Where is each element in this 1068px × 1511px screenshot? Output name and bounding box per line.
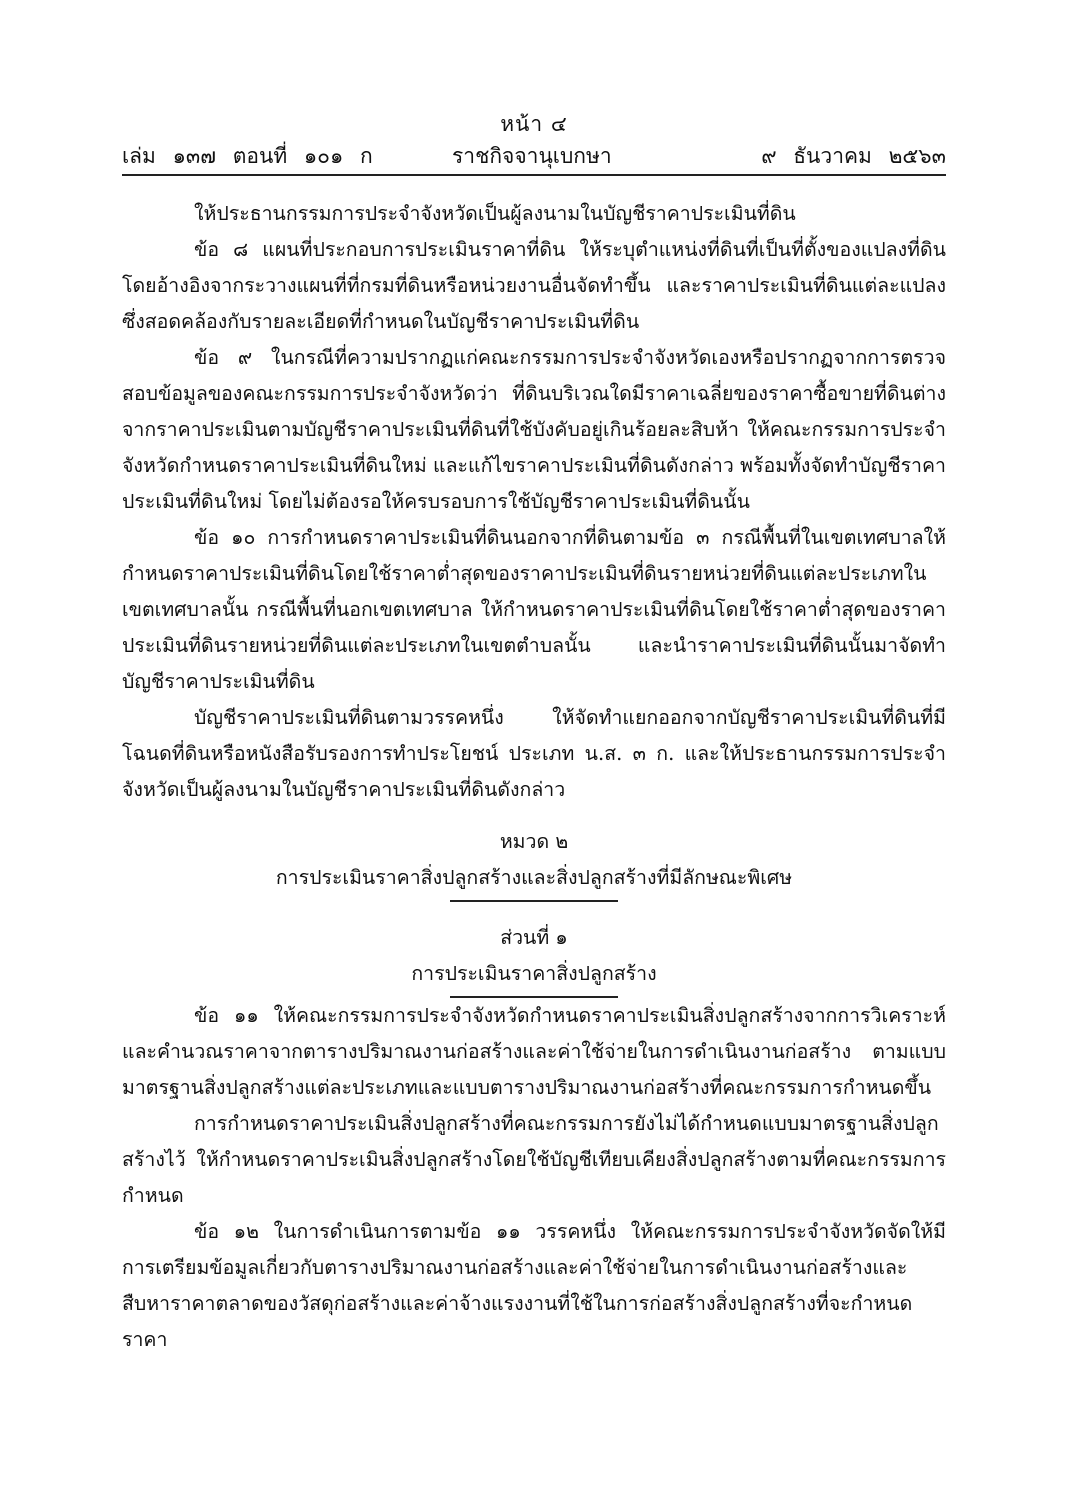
volume-issue: เล่ม ๑๓๗ ตอนที่ ๑๐๑ ก bbox=[122, 144, 373, 168]
chapter-heading bbox=[122, 824, 946, 902]
paragraph-clause-11: ข้อ ๑๑ ให้คณะกรรมการประจำจังหวัดกำหนดราคาประเมินสิ่งปลูกสร้างจากการวิเคราะห์และคำนวณราคาจากตารางปริมาณงานก่อสร้างและค่าใช้จ่ายในการดำเนินงานก่อสร้าง ตามแบบมาตรฐานสิ่งปลูกสร้างแต่ละประเภทและแบบตารางปริมาณงานก่อสร้างที่คณะกรรมการกำหนดขึ้น bbox=[122, 1004, 946, 1099]
chapter-divider bbox=[450, 900, 618, 902]
paragraph: การกำหนดราคาประเมินสิ่งปลูกสร้างที่คณะกรรมการยังไม่ได้กำหนดแบบมาตรฐานสิ่งปลูกสร้างไว้ ให้กำหนดราคาประเมินสิ่งปลูกสร้างโดยใช้บัญชีเทียบเคียงสิ่งปลูกสร้างตามที่คณะกรรมการกำหนด bbox=[122, 1112, 946, 1207]
paragraph-clause-10: ข้อ ๑๐ การกำหนดราคาประเมินที่ดินนอกจากที่ดินตามข้อ ๓ กรณีพื้นที่ในเขตเทศบาลให้กำหนดราคาประเมินที่ดินโดยใช้ราคาต่ำสุดของราคาประเมินที่ดินรายหน่วยที่ดินแต่ละประเภทในเขตเทศบาลนั้น กรณีพื้นที่นอกเขตเทศบาล ให้กำหนดราคาประเมินที่ดินโดยใช้ราคาต่ำสุดของราคาประเมินที่ดินรายหน่วยที่ดินแต่ละประเภทในเขตตำบลนั้น และนำราคาประเมินที่ดินนั้นมาจัดทำบัญชีราคาประเมินที่ดิน bbox=[122, 526, 946, 693]
paragraph-clause-9: ข้อ ๙ ในกรณีที่ความปรากฏแก่คณะกรรมการประจำจังหวัดเองหรือปรากฏจากการตรวจสอบข้อมูลของคณะกรรมการประจำจังหวัดว่า ที่ดินบริเวณใดมีราคาเฉลี่ยของราคาซื้อขายที่ดินต่างจากราคาประเมินตามบัญชีราคาประเมินที่ดินที่ใช้บังคับอยู่เกินร้อยละสิบห้า ให้คณะกรรมการประจำจังหวัดกำหนดราคาประเมินที่ดินใหม่ และแก้ไขราคาประเมินที่ดินดังกล่าว พร้อมทั้งจัดทำบัญชีราคาประเมินที่ดินใหม่ โดยไม่ต้องรอให้ครบรอบการใช้บัญชีราคาประเมินที่ดินนั้น bbox=[122, 346, 946, 513]
publication-name: ราชกิจจานุเบกษา bbox=[452, 144, 612, 168]
paragraph-clause-12: ข้อ ๑๒ ในการดำเนินการตามข้อ ๑๑ วรรคหนึ่ง ให้คณะกรรมการประจำจังหวัดจัดให้มีการเตรียมข้อมูลเกี่ยวกับตารางปริมาณงานก่อสร้างและค่าใช้จ่ายในการดำเนินงานก่อสร้างและสืบหาราคาตลาดของวัสดุก่อสร้างและค่าจ้างแรงงานที่ใช้ในการก่อสร้างสิ่งปลูกสร้างที่จะกำหนดราคา bbox=[122, 1220, 946, 1351]
section-label: ส่วนที่ ๑ bbox=[500, 926, 568, 949]
paragraph: บัญชีราคาประเมินที่ดินตามวรรคหนึ่ง ให้จัดทำแยกออกจากบัญชีราคาประเมินที่ดินที่มีโฉนดที่ดินหรือหนังสือรับรองการทำประโยชน์ ประเภท น.ส. ๓ ก. และให้ประธานกรรมการประจำจังหวัดเป็นผู้ลงนามในบัญชีราคาประเมินที่ดินดังกล่าว bbox=[122, 706, 946, 801]
publication-date: ๙ ธันวาคม ๒๕๖๓ bbox=[761, 144, 946, 168]
page-number: หน้า ๔ bbox=[500, 112, 568, 136]
chapter-title: การประเมินราคาสิ่งปลูกสร้างและสิ่งปลูกสร้างที่มีลักษณะพิเศษ bbox=[275, 866, 793, 889]
header-divider bbox=[122, 174, 946, 176]
paragraph: ให้ประธานกรรมการประจำจังหวัดเป็นผู้ลงนามในบัญชีราคาประเมินที่ดิน bbox=[194, 202, 796, 225]
chapter-label: หมวด ๒ bbox=[499, 830, 569, 853]
section-heading bbox=[122, 920, 946, 998]
paragraph-clause-8: ข้อ ๘ แผนที่ประกอบการประเมินราคาที่ดิน ให้ระบุตำแหน่งที่ดินที่เป็นที่ตั้งของแปลงที่ดินโดยอ้างอิงจากระวางแผนที่ที่กรมที่ดินหรือหน่วยงานอื่นจัดทำขึ้น และราคาประเมินที่ดินแต่ละแปลงซึ่งสอดคล้องกับรายละเอียดที่กำหนดในบัญชีราคาประเมินที่ดิน bbox=[122, 238, 946, 333]
gazette-header bbox=[122, 140, 946, 174]
section-title: การประเมินราคาสิ่งปลูกสร้าง bbox=[411, 962, 657, 985]
document-body bbox=[122, 196, 946, 1358]
